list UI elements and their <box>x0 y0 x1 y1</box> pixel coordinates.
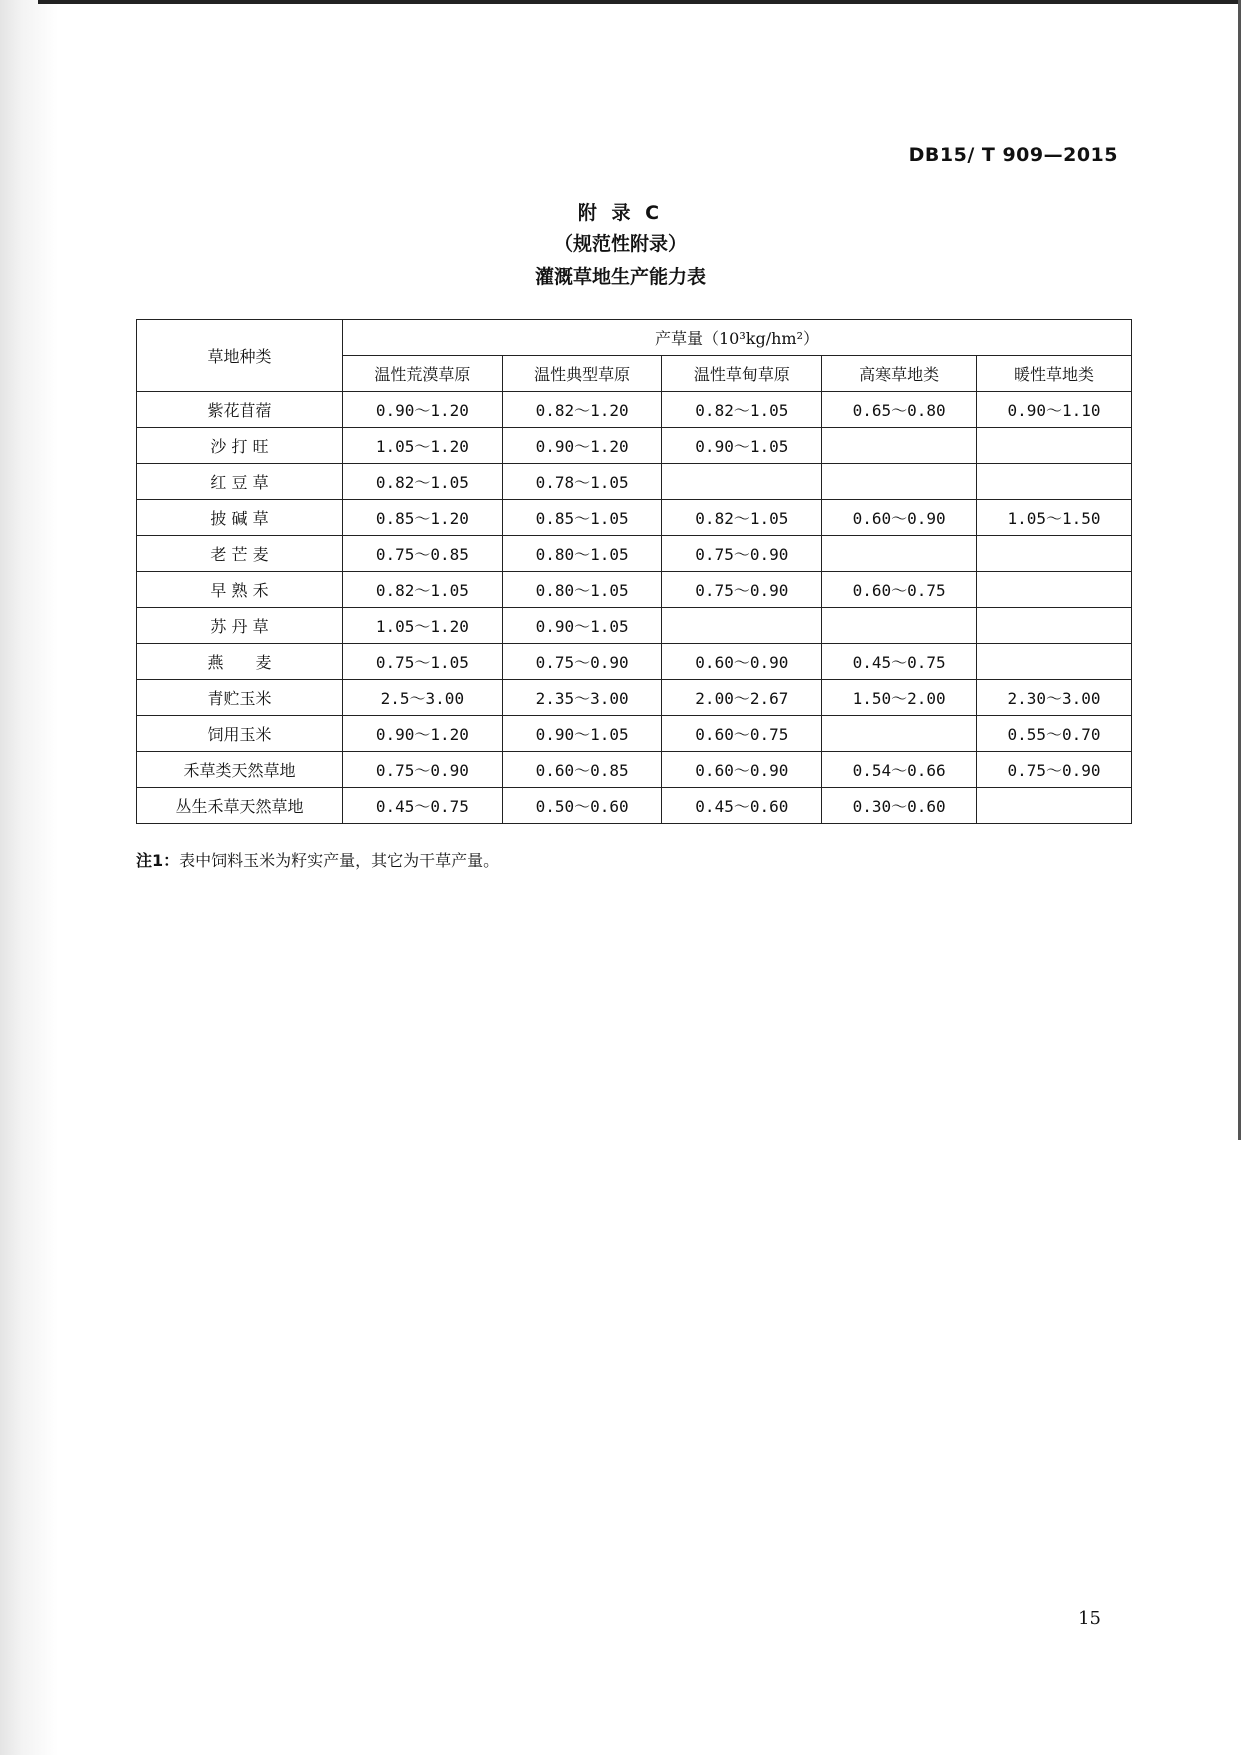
table-row <box>137 788 1132 824</box>
yield-cell: 0.60～0.85 <box>502 752 662 788</box>
grass-type-cell: 老 芒 麦 <box>137 536 343 572</box>
group-header-cell: 产草量（10³kg/hm²） <box>343 320 1132 356</box>
yield-cell: 0.85～1.20 <box>343 500 503 536</box>
yield-cell <box>822 536 977 572</box>
column-header: 温性典型草原 <box>502 356 662 392</box>
yield-cell: 2.30～3.00 <box>977 680 1132 716</box>
yield-cell: 0.45～0.60 <box>662 788 822 824</box>
grass-type-cell: 燕 麦 <box>137 644 343 680</box>
yield-cell: 2.5～3.00 <box>343 680 503 716</box>
yield-cell <box>822 464 977 500</box>
grass-type-cell: 红 豆 草 <box>137 464 343 500</box>
yield-cell: 0.80～1.05 <box>502 572 662 608</box>
yield-cell: 0.45～0.75 <box>343 788 503 824</box>
yield-cell: 0.82～1.20 <box>502 392 662 428</box>
yield-cell: 0.75～0.90 <box>502 644 662 680</box>
row-header-cell: 草地种类 <box>137 320 343 392</box>
table-row <box>137 536 1132 572</box>
yield-cell: 0.90～1.20 <box>502 428 662 464</box>
note-label: 注1： <box>136 851 180 870</box>
yield-cell <box>822 608 977 644</box>
yield-cell <box>977 788 1132 824</box>
table-title: 灌溉草地生产能力表 <box>534 266 706 288</box>
yield-cell: 0.90～1.20 <box>343 392 503 428</box>
yield-cell: 0.50～0.60 <box>502 788 662 824</box>
grass-type-cell: 丛生禾草天然草地 <box>137 788 343 824</box>
page-number: 15 <box>1078 1608 1101 1629</box>
yield-cell: 0.75～0.90 <box>977 752 1132 788</box>
table-row <box>137 392 1132 428</box>
column-header: 高寒草地类 <box>822 356 977 392</box>
yield-cell: 0.60～0.90 <box>662 752 822 788</box>
yield-cell: 0.78～1.05 <box>502 464 662 500</box>
yield-cell: 0.75～0.85 <box>343 536 503 572</box>
yield-cell: 0.82～1.05 <box>343 572 503 608</box>
yield-cell <box>662 608 822 644</box>
column-header: 温性草甸草原 <box>662 356 822 392</box>
grass-type-cell: 饲用玉米 <box>137 716 343 752</box>
yield-cell: 1.05～1.20 <box>343 428 503 464</box>
yield-cell <box>977 464 1132 500</box>
table-row <box>137 500 1132 536</box>
table-row <box>137 464 1132 500</box>
yield-cell: 0.82～1.05 <box>343 464 503 500</box>
yield-cell: 0.90～1.05 <box>502 716 662 752</box>
grass-type-cell: 青贮玉米 <box>137 680 343 716</box>
yield-cell: 2.35～3.00 <box>502 680 662 716</box>
grass-type-cell: 紫花苜蓿 <box>137 392 343 428</box>
yield-cell: 0.75～1.05 <box>343 644 503 680</box>
yield-cell: 0.60～0.90 <box>822 500 977 536</box>
appendix-nature: （规范性附录） <box>553 233 687 255</box>
yield-cell: 1.05～1.50 <box>977 500 1132 536</box>
yield-cell <box>822 428 977 464</box>
yield-cell: 0.75～0.90 <box>662 572 822 608</box>
table-row <box>137 644 1132 680</box>
yield-cell: 0.30～0.60 <box>822 788 977 824</box>
table-note <box>136 848 499 871</box>
yield-cell: 0.90～1.05 <box>662 428 822 464</box>
grass-type-cell: 披 碱 草 <box>137 500 343 536</box>
yield-cell <box>977 536 1132 572</box>
scan-edge-top <box>38 0 1241 4</box>
table-row <box>137 752 1132 788</box>
table-row <box>137 428 1132 464</box>
grass-type-cell: 早 熟 禾 <box>137 572 343 608</box>
grass-type-cell: 禾草类天然草地 <box>137 752 343 788</box>
yield-cell: 1.05～1.20 <box>343 608 503 644</box>
note-text: 表中饲料玉米为籽实产量，其它为干草产量。 <box>179 851 500 870</box>
yield-cell: 0.55～0.70 <box>977 716 1132 752</box>
yield-cell <box>662 464 822 500</box>
yield-cell: 0.90～1.20 <box>343 716 503 752</box>
yield-cell: 0.60～0.75 <box>822 572 977 608</box>
column-header: 暖性草地类 <box>977 356 1132 392</box>
grass-type-cell: 沙 打 旺 <box>137 428 343 464</box>
table-header-row <box>137 320 1132 356</box>
yield-cell: 0.75～0.90 <box>343 752 503 788</box>
column-header: 温性荒漠草原 <box>343 356 503 392</box>
yield-cell: 0.75～0.90 <box>662 536 822 572</box>
yield-cell: 0.60～0.75 <box>662 716 822 752</box>
yield-cell: 0.82～1.05 <box>662 500 822 536</box>
yield-cell <box>977 572 1132 608</box>
yield-cell: 0.45～0.75 <box>822 644 977 680</box>
yield-cell <box>977 644 1132 680</box>
document-code: DB15/ T 909—2015 <box>908 144 1118 166</box>
yield-cell <box>822 716 977 752</box>
yield-cell: 1.50～2.00 <box>822 680 977 716</box>
table-body <box>137 392 1132 824</box>
table-row <box>137 680 1132 716</box>
yield-cell: 0.80～1.05 <box>502 536 662 572</box>
appendix-title: 附 录 C <box>577 202 664 224</box>
table-row <box>137 572 1132 608</box>
yield-cell <box>977 608 1132 644</box>
table-row <box>137 716 1132 752</box>
yield-cell: 0.54～0.66 <box>822 752 977 788</box>
yield-cell: 0.82～1.05 <box>662 392 822 428</box>
yield-cell: 0.60～0.90 <box>662 644 822 680</box>
yield-cell <box>977 428 1132 464</box>
yield-cell: 0.85～1.05 <box>502 500 662 536</box>
table-row <box>137 608 1132 644</box>
yield-cell: 2.00～2.67 <box>662 680 822 716</box>
grass-type-cell: 苏 丹 草 <box>137 608 343 644</box>
yield-cell: 0.90～1.05 <box>502 608 662 644</box>
yield-cell: 0.65～0.80 <box>822 392 977 428</box>
yield-cell: 0.90～1.10 <box>977 392 1132 428</box>
productivity-table <box>136 319 1132 824</box>
